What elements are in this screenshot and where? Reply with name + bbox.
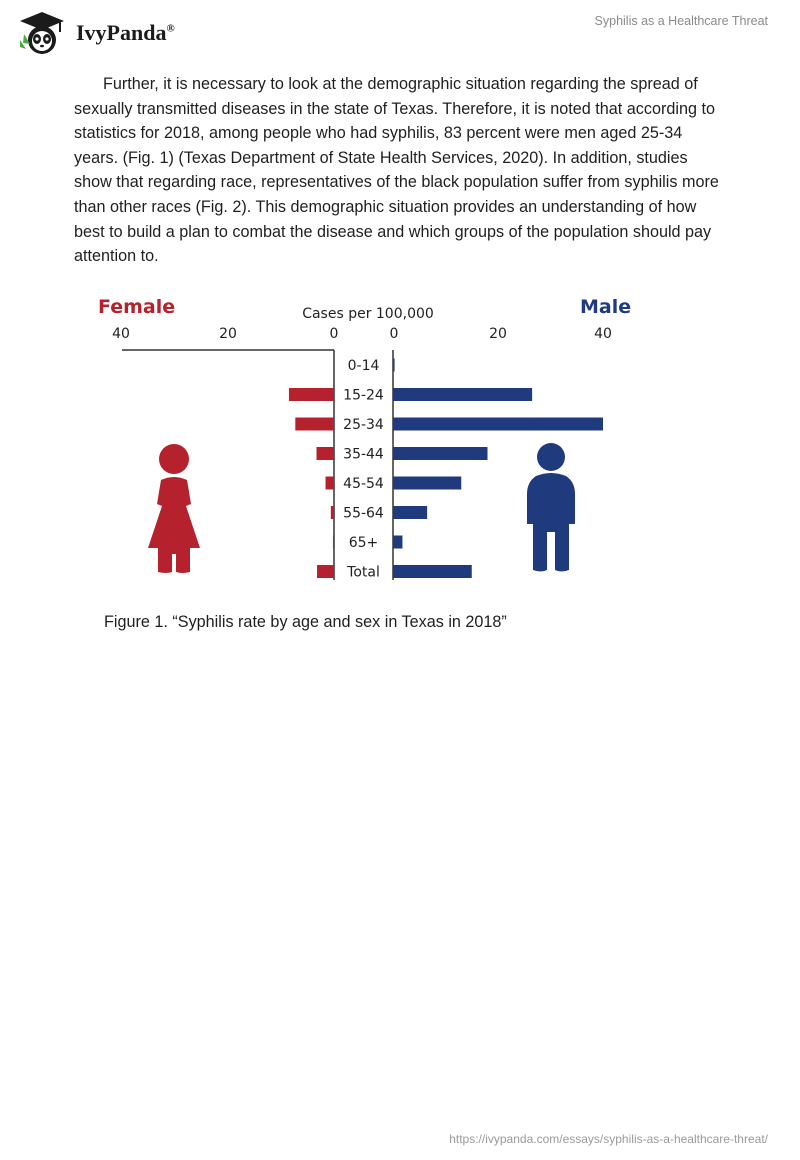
syphilis-rate-chart <box>90 292 650 592</box>
male-bar-0-14 <box>393 359 395 372</box>
female-bar-55-64 <box>331 506 334 519</box>
female-bar-65+ <box>333 536 334 549</box>
page-header <box>0 0 800 70</box>
female-bar-25-34 <box>295 418 334 431</box>
legend-female: Female <box>98 296 176 318</box>
male-tick-label: 20 <box>489 326 507 342</box>
panda-graduation-cap-icon <box>14 10 70 56</box>
category-label: 0-14 <box>347 358 380 374</box>
female-bar-15-24 <box>289 388 334 401</box>
female-tick-label: 0 <box>329 326 339 342</box>
female-bar-45-54 <box>326 477 334 490</box>
brand-logo[interactable] <box>14 10 175 56</box>
male-tick-label: 0 <box>389 326 399 342</box>
male-bar-Total <box>393 565 472 578</box>
male-tick-label: 40 <box>594 326 612 342</box>
category-label: 55-64 <box>343 505 384 522</box>
category-label-group <box>343 358 384 581</box>
category-label: Total <box>347 564 380 581</box>
category-label: 15-24 <box>343 387 384 404</box>
male-bar-65+ <box>393 536 402 549</box>
male-bar-35-44 <box>393 447 488 460</box>
male-bar-45-54 <box>393 477 461 490</box>
body-paragraph: Further, it is necessary to look at the demographic situation regarding the spread of sexually transmitted diseases in the state of Texas. Therefore, it is noted that according to statistics for 2018, among people who had syphilis, 83 percent were men aged 25-34 years. (Fig. 1) (Texas Department of State Health Services, 2020). In addition, studies show that regarding race, representatives of the black population suffer from syphilis more than other races (Fig. 2). This demographic situation provides an understanding of how best to build a plan to combat the disease and which groups of the population should pay attention to. <box>74 75 719 266</box>
footer-url[interactable]: https://ivypanda.com/essays/syphilis-as-a-healthcare-threat/ <box>449 1132 768 1146</box>
male-bar-55-64 <box>393 506 427 519</box>
male-person-icon <box>527 443 575 572</box>
figure-caption: Figure 1. “Syphilis rate by age and sex in Texas in 2018” <box>104 613 507 631</box>
figure-1 <box>90 292 650 592</box>
brand-name: IvyPanda® <box>76 20 175 45</box>
female-bar-35-44 <box>317 447 334 460</box>
category-label: 25-34 <box>343 417 384 433</box>
category-label: 65+ <box>348 535 379 551</box>
category-label: 35-44 <box>343 446 384 463</box>
female-person-icon <box>148 444 200 573</box>
female-bar-Total <box>317 565 334 578</box>
category-label: 45-54 <box>343 476 384 492</box>
male-bar-15-24 <box>393 388 532 401</box>
chart-title: Cases per 100,000 <box>302 306 434 322</box>
female-tick-label: 40 <box>112 326 130 342</box>
male-bar-25-34 <box>393 418 603 431</box>
female-tick-label: 20 <box>219 326 237 342</box>
legend-male: Male <box>580 296 632 318</box>
document-title: Syphilis as a Healthcare Threat <box>594 14 768 28</box>
